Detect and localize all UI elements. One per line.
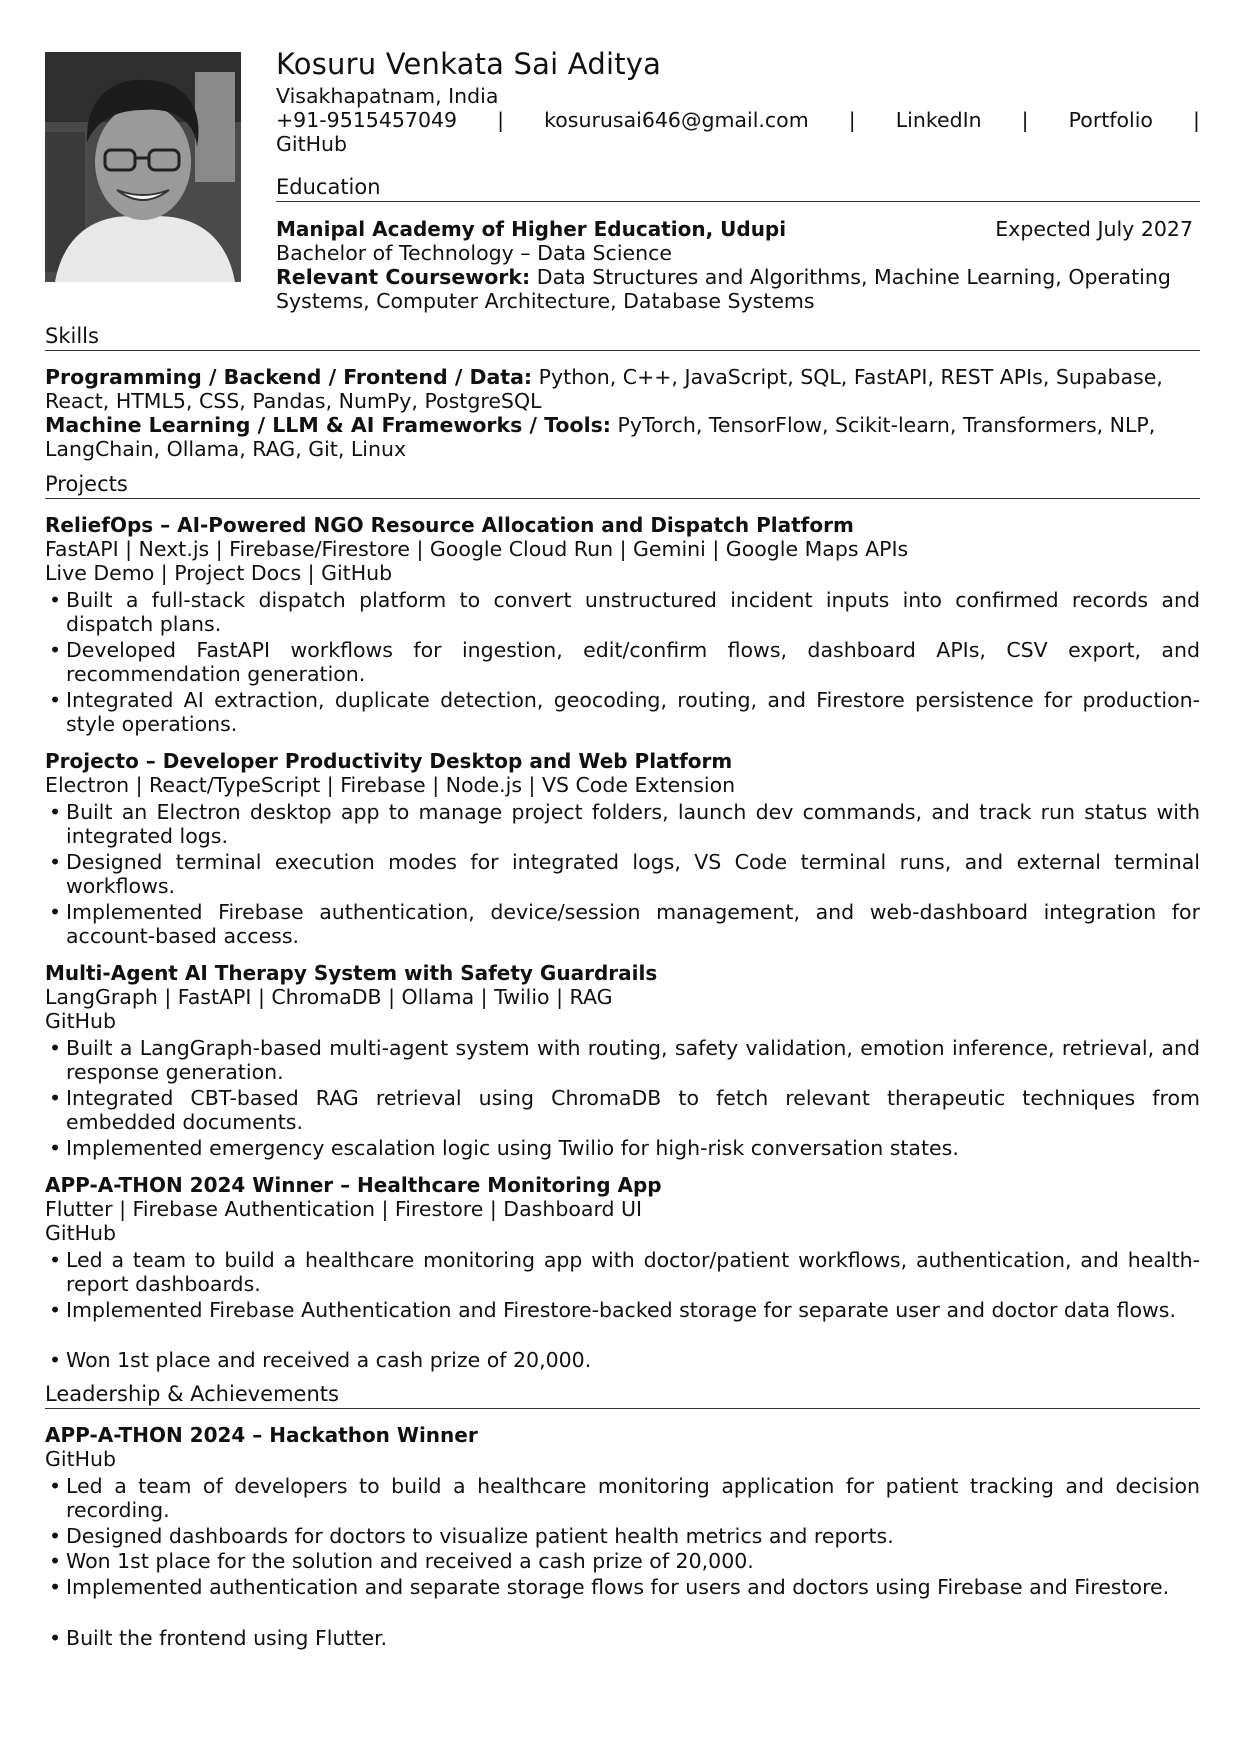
bullet-dot: • bbox=[49, 1575, 62, 1599]
skills-programming-line-2: React, HTML5, CSS, Pandas, NumPy, PostgreSQL bbox=[45, 389, 542, 413]
bullet-text: Built a full-stack dispatch platform to convert unstructured incident inputs into confirmed records and dispatch plans. bbox=[66, 588, 1200, 636]
bullet-dot: • bbox=[49, 800, 62, 824]
education-heading: Education bbox=[276, 174, 1200, 202]
bullet-text: Designed terminal execution modes for integrated logs, VS Code terminal runs, and external terminal workflows. bbox=[66, 850, 1200, 898]
bullet-dot: • bbox=[49, 1474, 62, 1498]
leadership-links[interactable]: GitHub bbox=[45, 1447, 117, 1471]
bullet-dot: • bbox=[49, 1086, 62, 1110]
bullet-item bbox=[45, 1474, 1200, 1522]
coursework-text: Data Structures and Algorithms, Machine Learning, Operating bbox=[530, 265, 1171, 289]
project-stack-therapy: LangGraph | FastAPI | ChromaDB | Ollama | Twilio | RAG bbox=[45, 985, 613, 1009]
bullet-item bbox=[45, 688, 1200, 736]
bullet-text: Implemented Firebase authentication, device/session management, and web-dashboard integration for account-based access. bbox=[66, 900, 1200, 948]
bullet-item bbox=[45, 1036, 1200, 1084]
skills-ml-label: Machine Learning / LLM & AI Frameworks / Tools: bbox=[45, 413, 611, 437]
bullet-dot: • bbox=[49, 1524, 62, 1548]
email-link[interactable]: kosurusai646@gmail.com bbox=[544, 108, 809, 132]
bullet-dot: • bbox=[49, 1298, 62, 1322]
leadership-heading: Leadership & Achievements bbox=[45, 1381, 1200, 1409]
bullet-text: Won 1st place and received a cash prize of 20,000. bbox=[66, 1348, 592, 1372]
bullet-text: Developed FastAPI workflows for ingestion, edit/confirm flows, dashboard APIs, CSV export, and recommendation generation. bbox=[66, 638, 1200, 686]
bullet-dot: • bbox=[49, 688, 62, 712]
education-school-row bbox=[276, 217, 1193, 241]
skills-ml-text: PyTorch, TensorFlow, Scikit-learn, Transformers, NLP, bbox=[611, 413, 1156, 437]
bullet-dot: • bbox=[49, 900, 62, 924]
school-name: Manipal Academy of Higher Education, Udupi bbox=[276, 217, 787, 241]
bullet-text: Implemented emergency escalation logic using Twilio for high-risk conversation states. bbox=[66, 1136, 959, 1160]
graduation-date: Expected July 2027 bbox=[995, 217, 1193, 241]
project-title-therapy: Multi-Agent AI Therapy System with Safety Guardrails bbox=[45, 961, 658, 985]
separator: | bbox=[497, 108, 505, 132]
bullet-dot: • bbox=[49, 588, 62, 612]
profile-photo-illustration bbox=[45, 52, 241, 282]
candidate-location: Visakhapatnam, India bbox=[276, 84, 499, 108]
bullet-item bbox=[45, 1298, 1200, 1322]
skills-programming-label: Programming / Backend / Frontend / Data: bbox=[45, 365, 533, 389]
bullet-dot: • bbox=[49, 1348, 62, 1372]
bullet-text: Won 1st place for the solution and received a cash prize of 20,000. bbox=[66, 1549, 754, 1573]
github-link[interactable]: GitHub bbox=[276, 132, 348, 156]
resume-header bbox=[276, 44, 1200, 156]
project-title-appathon: APP-A-THON 2024 Winner – Healthcare Monitoring App bbox=[45, 1173, 662, 1197]
bullet-item bbox=[45, 1524, 1200, 1548]
coursework-label: Relevant Coursework: bbox=[276, 265, 531, 289]
bullet-text: Designed dashboards for doctors to visualize patient health metrics and reports. bbox=[66, 1524, 894, 1548]
bullet-item bbox=[45, 1136, 1200, 1160]
bullet-item bbox=[45, 850, 1200, 898]
candidate-name: Kosuru Venkata Sai Aditya bbox=[276, 47, 662, 81]
bullet-text: Led a team to build a healthcare monitoring app with doctor/patient workflows, authentication, and health-report dashboards. bbox=[66, 1248, 1200, 1296]
skills-ml-line-1 bbox=[45, 413, 1155, 437]
bullet-item bbox=[45, 638, 1200, 686]
bullet-text: Built the frontend using Flutter. bbox=[66, 1626, 388, 1650]
project-stack-projecto: Electron | React/TypeScript | Firebase | Node.js | VS Code Extension bbox=[45, 773, 736, 797]
bullet-text: Built a LangGraph-based multi-agent system with routing, safety validation, emotion inference, retrieval, and response generation. bbox=[66, 1036, 1200, 1084]
skills-ml-line-2: LangChain, Ollama, RAG, Git, Linux bbox=[45, 437, 407, 461]
separator: | bbox=[1021, 108, 1029, 132]
bullet-text: Integrated CBT-based RAG retrieval using ChromaDB to fetch relevant therapeutic techniques from embedded documents. bbox=[66, 1086, 1200, 1134]
profile-photo bbox=[45, 52, 241, 282]
bullet-dot: • bbox=[49, 1549, 62, 1573]
bullet-text: Led a team of developers to build a healthcare monitoring application for patient tracking and decision recording. bbox=[66, 1474, 1200, 1522]
leadership-title: APP-A-THON 2024 – Hackathon Winner bbox=[45, 1423, 478, 1447]
bullet-text: Implemented Firebase Authentication and Firestore-backed storage for separate user and doctor data flows. bbox=[66, 1298, 1177, 1322]
bullet-dot: • bbox=[49, 1248, 62, 1272]
bullet-item bbox=[45, 1086, 1200, 1134]
portfolio-link[interactable]: Portfolio bbox=[1068, 108, 1153, 132]
phone-number: +91-9515457049 bbox=[276, 108, 458, 132]
bullet-text: Implemented authentication and separate storage flows for users and doctors using Firebase and Firestore. bbox=[66, 1575, 1170, 1599]
coursework-line-2: Systems, Computer Architecture, Database Systems bbox=[276, 289, 815, 313]
bullet-text: Integrated AI extraction, duplicate detection, geocoding, routing, and Firestore persistence for production-style operations. bbox=[66, 688, 1200, 736]
contact-line bbox=[276, 108, 1200, 132]
separator: | bbox=[848, 108, 856, 132]
project-title-reliefops: ReliefOps – AI-Powered NGO Resource Allocation and Dispatch Platform bbox=[45, 513, 854, 537]
bullet-text: Built an Electron desktop app to manage project folders, launch dev commands, and track run status with integrated logs. bbox=[66, 800, 1200, 848]
bullet-item bbox=[45, 1549, 1200, 1573]
bullet-dot: • bbox=[49, 638, 62, 662]
bullet-dot: • bbox=[49, 850, 62, 874]
project-stack-reliefops: FastAPI | Next.js | Firebase/Firestore | Google Cloud Run | Gemini | Google Maps APIs bbox=[45, 537, 909, 561]
bullet-item bbox=[45, 800, 1200, 848]
project-stack-appathon: Flutter | Firebase Authentication | Firestore | Dashboard UI bbox=[45, 1197, 643, 1221]
project-links-reliefops[interactable]: Live Demo | Project Docs | GitHub bbox=[45, 561, 393, 585]
skills-programming-text: Python, C++, JavaScript, SQL, FastAPI, REST APIs, Supabase, bbox=[532, 365, 1163, 389]
linkedin-link[interactable]: LinkedIn bbox=[895, 108, 982, 132]
skills-heading: Skills bbox=[45, 323, 1200, 351]
project-links-appathon[interactable]: GitHub bbox=[45, 1221, 117, 1245]
projects-heading: Projects bbox=[45, 471, 1200, 499]
bullet-item bbox=[45, 588, 1200, 636]
project-links-therapy[interactable]: GitHub bbox=[45, 1009, 117, 1033]
bullet-item bbox=[45, 1248, 1200, 1296]
project-title-projecto: Projecto – Developer Productivity Desktop and Web Platform bbox=[45, 749, 733, 773]
bullet-item bbox=[45, 1348, 1200, 1372]
bullet-item bbox=[45, 900, 1200, 948]
coursework-line-1 bbox=[276, 265, 1171, 289]
bullet-dot: • bbox=[49, 1136, 62, 1160]
skills-programming-line-1 bbox=[45, 365, 1163, 389]
degree: Bachelor of Technology – Data Science bbox=[276, 241, 673, 265]
bullet-dot: • bbox=[49, 1626, 62, 1650]
separator: | bbox=[1193, 108, 1200, 132]
bullet-item bbox=[45, 1626, 1200, 1650]
bullet-item bbox=[45, 1575, 1200, 1599]
bullet-dot: • bbox=[49, 1036, 62, 1060]
